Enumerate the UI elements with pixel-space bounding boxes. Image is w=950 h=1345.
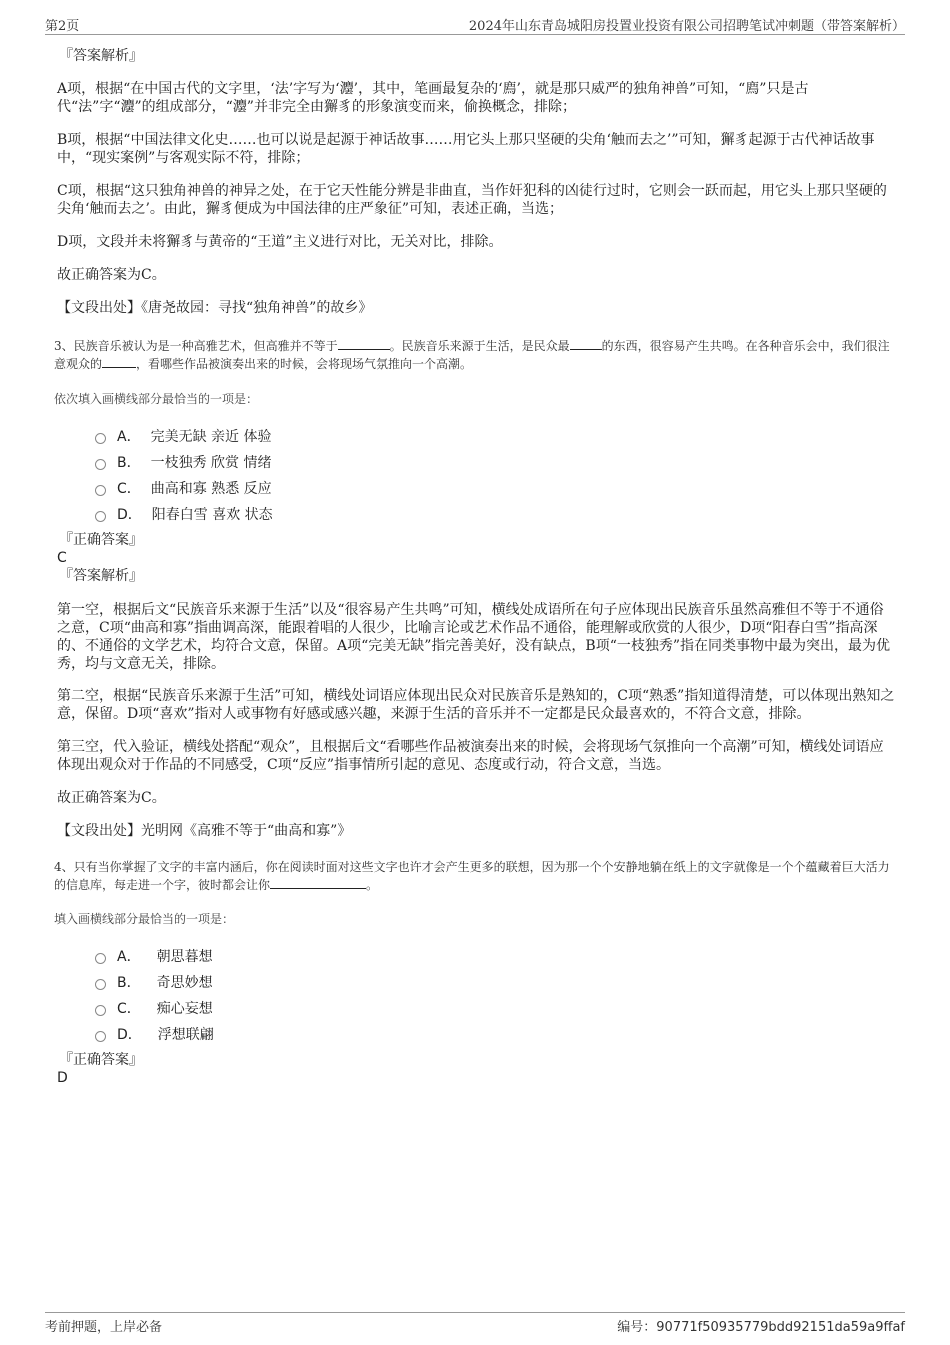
document-title: 2024年山东青岛城阳房投置业投资有限公司招聘笔试冲刺题（带答案解析）	[468, 19, 905, 34]
q2-analysis-label: 『答案解析』	[59, 48, 143, 64]
option-label: B．	[117, 975, 141, 991]
option-text: 完美无缺 亲近 体验	[150, 429, 272, 445]
question-3	[54, 337, 897, 840]
radio-icon[interactable]	[95, 1031, 106, 1042]
q2-analysis-a: A项，根据“在中国古代的文字里，‘法’字写为‘灋’，其中，笔画最复杂的‘廌’，就是那只威严的独角神兽”可知，“廌”只是古代“法”字“灋”的组成部分，“灋”并非完全由獬豸的形象演变而来，偷换概念，排除；	[57, 81, 809, 115]
q3-analysis-3: 第三空，代入验证，横线处搭配“观众”，且根据后文“看哪些作品被演奏出来的时候，会将现场气氛推向一个高潮”可知，横线处词语应体现出观众对于作品的不同感受，C项“反应”指事情所引起的意见、态度或行动，符合文意，当选。	[57, 739, 884, 773]
q3-correct-answer: C	[57, 550, 67, 566]
q3-blank-2	[570, 349, 602, 350]
q4-blank	[270, 888, 366, 889]
q4-options	[95, 943, 897, 1047]
option-label: C．	[117, 481, 141, 497]
q4-stem	[54, 858, 897, 894]
q3-blank-1	[338, 349, 390, 350]
option-text: 浮想联翩	[157, 1027, 214, 1043]
option-text: 一枝独秀 欣赏 情绪	[150, 455, 272, 471]
option-label: B．	[117, 455, 141, 471]
page-footer	[45, 1312, 905, 1335]
q4-instruction: 填入画横线部分最恰当的一项是：	[54, 912, 235, 926]
q4-stem-part-2: 。	[366, 878, 379, 892]
radio-icon[interactable]	[95, 953, 106, 964]
q3-analysis-label: 『答案解析』	[59, 568, 143, 584]
q3-option-d[interactable]	[95, 501, 897, 527]
q2-analysis-section	[57, 47, 897, 317]
q2-analysis-b: B项，根据“中国法律文化史……也可以说是起源于神话故事……用它头上那只坚硬的尖角‘触而去之’”可知，獬豸起源于古代神话故事中，“现实案例”与客观实际不符，排除；	[57, 132, 875, 166]
q3-stem-part-3: 的东西，很容易产生共鸣。在各种音乐会中，我们很注意观众的	[54, 339, 890, 371]
radio-icon[interactable]	[95, 433, 106, 444]
q3-analysis-1: 第一空，根据后文“民族音乐来源于生活”以及“很容易产生共鸣”可知，横线处成语所在句子应体现出民族音乐虽然高雅但不等于不通俗之意，C项“曲高和寡”指曲调高深，能跟着唱的人很少，比喻言论或艺术作品不通俗，能理解或欣赏的人很少，D项“阳春白雪”指高深的、不通俗的文学艺术，均符合文意，保留。A项“完美无缺”指完善美好，没有缺点，B项“一枝独秀”指在同类事物中最为突出，最为优秀，均与文意无关，排除。	[57, 602, 891, 672]
q2-analysis-c: C项，根据“这只独角神兽的神异之处，在于它天性能分辨是非曲直，当作奸犯科的凶徒行过时，它则会一跃而起，用它头上那只坚硬的尖角‘触而去之’。由此，獬豸便成为中国法律的庄严象征”可知，表述正确，当选；	[57, 183, 887, 217]
q4-stem-part-1: 4、只有当你掌握了文字的丰富内涵后，你在阅读时面对这些文字也许才会产生更多的联想，因为那一个个安静地躺在纸上的文字就像是一个个蕴藏着巨大活力的信息库，每走进一个字，彼时都会让你	[54, 860, 890, 892]
q2-analysis-d: D项，文段并未将獬豸与黄帝的“王道”主义进行对比，无关对比，排除。	[57, 234, 503, 250]
option-label: A．	[117, 949, 141, 965]
q3-analysis-2: 第二空，根据“民族音乐来源于生活”可知，横线处词语应体现出民众对民族音乐是熟知的，C项“熟悉”指知道得清楚，可以体现出熟知之意，保留。D项“喜欢”指对人或事物有好感或感兴趣，来源于生活的音乐并不一定都是民众最喜欢的，不符合文意，排除。	[57, 688, 895, 722]
q4-correct-answer: D	[57, 1070, 68, 1086]
q3-stem-part-2: 。民族音乐来源于生活，是民众最	[389, 339, 570, 353]
q3-stem-part-1: 3、民族音乐被认为是一种高雅艺术，但高雅并不等于	[54, 339, 338, 353]
option-text: 朝思暮想	[156, 949, 213, 965]
q4-correct-label: 『正确答案』	[59, 1052, 143, 1068]
document-id: 编号：90771f50935779bdd92151da59a9ffaf	[617, 1320, 905, 1335]
radio-icon[interactable]	[95, 1005, 106, 1016]
q3-option-b[interactable]	[95, 449, 897, 475]
option-label: A．	[117, 429, 141, 445]
q3-correct-label: 『正确答案』	[59, 532, 143, 548]
q3-instruction: 依次填入画横线部分最恰当的一项是：	[54, 392, 259, 406]
q2-conclusion: 故正确答案为C。	[57, 267, 166, 283]
page-number: 第2页	[45, 19, 80, 34]
page-header	[45, 14, 905, 35]
option-text: 曲高和寡 熟悉 反应	[150, 481, 272, 497]
option-text: 奇思妙想	[156, 975, 213, 991]
q3-option-a[interactable]	[95, 423, 897, 449]
q2-source: 【文段出处】《唐尧故园：寻找“独角神兽”的故乡》	[57, 300, 373, 316]
q3-conclusion: 故正确答案为C。	[57, 790, 166, 806]
option-label: C．	[117, 1001, 141, 1017]
radio-icon[interactable]	[95, 511, 106, 522]
radio-icon[interactable]	[95, 459, 106, 470]
option-label: D．	[117, 507, 142, 523]
q3-source: 【文段出处】光明网《高雅不等于“曲高和寡”》	[57, 823, 352, 839]
q3-stem	[54, 337, 897, 373]
q4-option-b[interactable]	[95, 969, 897, 995]
q3-blank-3	[102, 367, 136, 368]
q3-option-c[interactable]	[95, 475, 897, 501]
option-label: D．	[117, 1027, 142, 1043]
option-text: 痴心妄想	[156, 1001, 213, 1017]
question-4	[54, 858, 897, 1087]
q4-option-a[interactable]	[95, 943, 897, 969]
radio-icon[interactable]	[95, 485, 106, 496]
page-content	[54, 47, 897, 1087]
q4-option-c[interactable]	[95, 995, 897, 1021]
footer-slogan: 考前押题，上岸必备	[45, 1320, 163, 1335]
q4-option-d[interactable]	[95, 1021, 897, 1047]
q3-options	[95, 423, 897, 527]
q3-stem-part-4: ，看哪些作品被演奏出来的时候，会将现场气氛推向一个高潮。	[136, 357, 473, 371]
radio-icon[interactable]	[95, 979, 106, 990]
option-text: 阳春白雪 喜欢 状态	[151, 507, 273, 523]
